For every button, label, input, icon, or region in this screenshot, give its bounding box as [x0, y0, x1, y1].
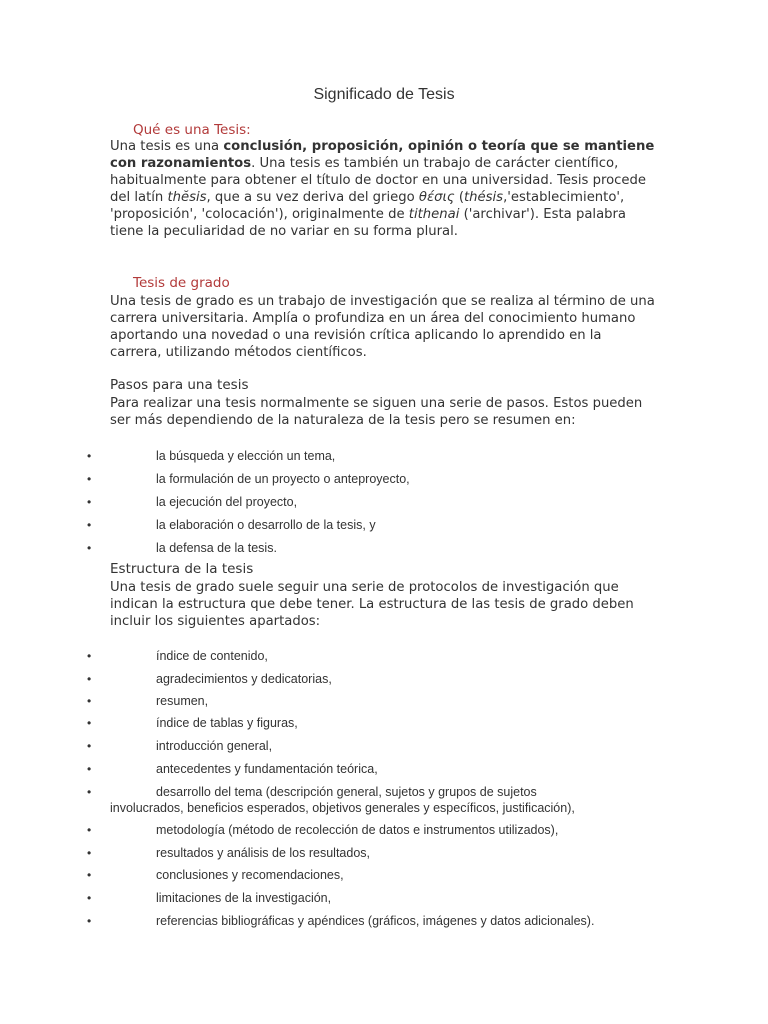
list-item-text: índice de tablas y figuras,	[156, 716, 298, 730]
paragraph-estructura: Una tesis de grado suele seguir una serie de protocolos de investigación que indican la estructura que debe tener. La estructura de las tesis de grado deben incluir los siguientes apartados:	[110, 580, 634, 629]
list-item-text: resumen,	[156, 694, 209, 708]
list-item-text: la búsqueda y elección un tema,	[156, 449, 336, 463]
p1-italic-thesis: thésis	[464, 190, 504, 205]
list-item-text: antecedentes y fundamentación teórica,	[156, 762, 378, 776]
p1-italic-thesis-latin: thĕsis	[167, 190, 207, 205]
list-item-text-continuation: involucrados, beneficios esperados, objetivos generales y específicos, justificación),	[110, 801, 575, 815]
bullet-dot: •	[87, 672, 92, 686]
list-item-text: índice de contenido,	[156, 649, 268, 663]
bullet-dot: •	[87, 846, 92, 860]
paragraph-tesis-de-grado: Una tesis de grado es un trabajo de investigación que se realiza al término de una carrera universitaria. Amplía o profundiza en un área del conocimiento humano aportando una novedad o una revisión crítica aplicando lo aprendido en la carrera, utilizando métodos científicos.	[110, 294, 655, 360]
p1-rest1: . Una tesis es también un trabajo de carácter científico, habitualmente para obtener el título de doctor en una universidad. Tesis procede del latín	[110, 156, 647, 205]
p1-intro: Una tesis es una	[110, 139, 224, 154]
heading-estructura: Estructura de la tesis	[110, 561, 254, 577]
list-item-text: la ejecución del proyecto,	[156, 495, 298, 509]
list-item-text: resultados y análisis de los resultados,	[156, 846, 371, 860]
bullet-dot: •	[87, 649, 92, 663]
bullet-dot: •	[87, 495, 92, 509]
heading-tesis-de-grado: Tesis de grado	[133, 275, 230, 291]
bullet-dot: •	[87, 472, 92, 486]
p1-rest3: (	[454, 190, 464, 205]
bullet-dot: •	[87, 694, 92, 708]
list-item-text: introducción general,	[156, 739, 273, 753]
list-item-text: referencias bibliográficas y apéndices (gráficos, imágenes y datos adicionales).	[156, 914, 595, 928]
bullet-dot: •	[87, 518, 92, 532]
list-item-text: metodología (método de recolección de datos e instrumentos utilizados),	[156, 823, 559, 837]
p1-rest2: , que a su vez deriva del griego	[206, 190, 419, 205]
heading-que-es-tesis: Qué es una Tesis:	[133, 122, 251, 138]
bullet-dot: •	[87, 541, 92, 555]
list-item-text: limitaciones de la investigación,	[156, 891, 332, 905]
p1-rest5: ('archivar'). Esta palabra tiene la peculiaridad de no variar en su forma plural.	[110, 207, 627, 239]
bullet-dot: •	[87, 785, 92, 799]
p1-italic-greek: θέσις	[418, 190, 455, 205]
paragraph-que-es-tesis	[110, 138, 655, 240]
bullet-dot: •	[87, 891, 92, 905]
bullet-dot: •	[87, 914, 92, 928]
heading-pasos: Pasos para una tesis	[110, 377, 249, 393]
list-item-text: agradecimientos y dedicatorias,	[156, 672, 332, 686]
bullet-dot: •	[87, 716, 92, 730]
p1-bold: conclusión, proposición, opinión o teoría que se mantiene con razonamientos	[110, 139, 655, 171]
p1-rest4: ,'establecimiento', 'proposición', 'colocación'), originalmente de	[110, 190, 625, 222]
list-item-text: la formulación de un proyecto o anteproyecto,	[156, 472, 410, 486]
bullet-dot: •	[87, 762, 92, 776]
bullet-dot: •	[87, 868, 92, 882]
bullet-dot: •	[87, 823, 92, 837]
list-item-text: desarrollo del tema (descripción general, sujetos y grupos de sujetos	[156, 785, 537, 799]
bullet-dot: •	[87, 739, 92, 753]
list-item-text: la defensa de la tesis.	[156, 541, 277, 555]
paragraph-pasos: Para realizar una tesis normalmente se siguen una serie de pasos. Estos pueden ser más dependiendo de la naturaleza de la tesis pero se resumen en:	[110, 396, 643, 428]
list-item-text: la elaboración o desarrollo de la tesis, y	[156, 518, 376, 532]
list-item-text: conclusiones y recomendaciones,	[156, 868, 344, 882]
page-title: Significado de Tesis	[313, 86, 455, 103]
bullet-dot: •	[87, 449, 92, 463]
p1-italic-tithenai: tithenai	[408, 207, 460, 222]
